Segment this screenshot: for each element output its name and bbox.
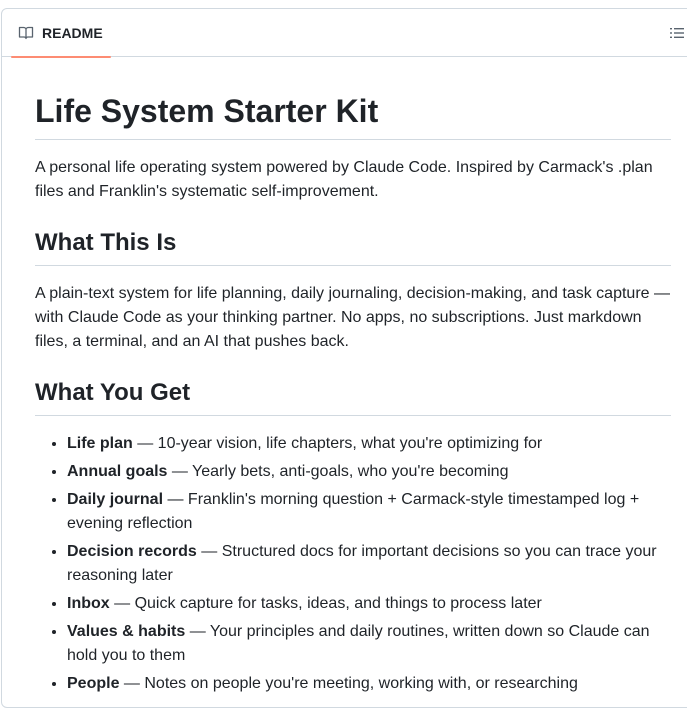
item-desc: — Franklin's morning question + Carmack-style timestamped log + evening reflection [67,491,640,532]
item-desc: — Notes on people you're meeting, working with, or researching [119,675,578,692]
feature-list [35,432,671,696]
item-term: Inbox [67,595,110,612]
list-item [67,540,671,588]
list-item [67,620,671,668]
item-desc: — Structured docs for important decisions so you can trace your reasoning later [67,543,657,584]
list-item [67,488,671,536]
book-icon [18,25,34,41]
intro-paragraph: A personal life operating system powered by Claude Code. Inspired by Carmack's .plan files and Franklin's systematic self-improvement. [35,159,653,200]
list-item [67,432,671,456]
list-unordered-icon[interactable] [669,25,685,41]
item-desc: — Your principles and daily routines, written down so Claude can hold you to them [67,623,650,664]
item-term: Annual goals [67,463,168,480]
page-title: Life System Starter Kit [35,91,671,140]
heading-what-this-is: What This Is [35,228,671,266]
item-term: Values & habits [67,623,186,640]
list-item [67,592,671,616]
what-this-is-paragraph: A plain-text system for life planning, daily journaling, decision-making, and task capture — with Claude Code as your thinking partner. No apps, no subscriptions. Just markdown files, a terminal, and an AI that pushes back. [35,285,670,350]
readme-card [1,8,687,708]
heading-what-you-get: What You Get [35,378,671,416]
item-desc: — Quick capture for tasks, ideas, and things to process later [109,595,542,612]
list-item [67,672,671,696]
item-term: Life plan [67,435,133,452]
tab-readme[interactable] [11,9,111,57]
item-term: Daily journal [67,491,164,508]
readme-header [2,9,687,57]
list-item [67,460,671,484]
item-term: Decision records [67,543,197,560]
readme-content [35,57,671,696]
item-desc: — 10-year vision, life chapters, what you're optimizing for [132,435,543,452]
tab-label: README [42,25,103,41]
item-desc: — Yearly bets, anti-goals, who you're becoming [167,463,509,480]
item-term: People [67,675,120,692]
